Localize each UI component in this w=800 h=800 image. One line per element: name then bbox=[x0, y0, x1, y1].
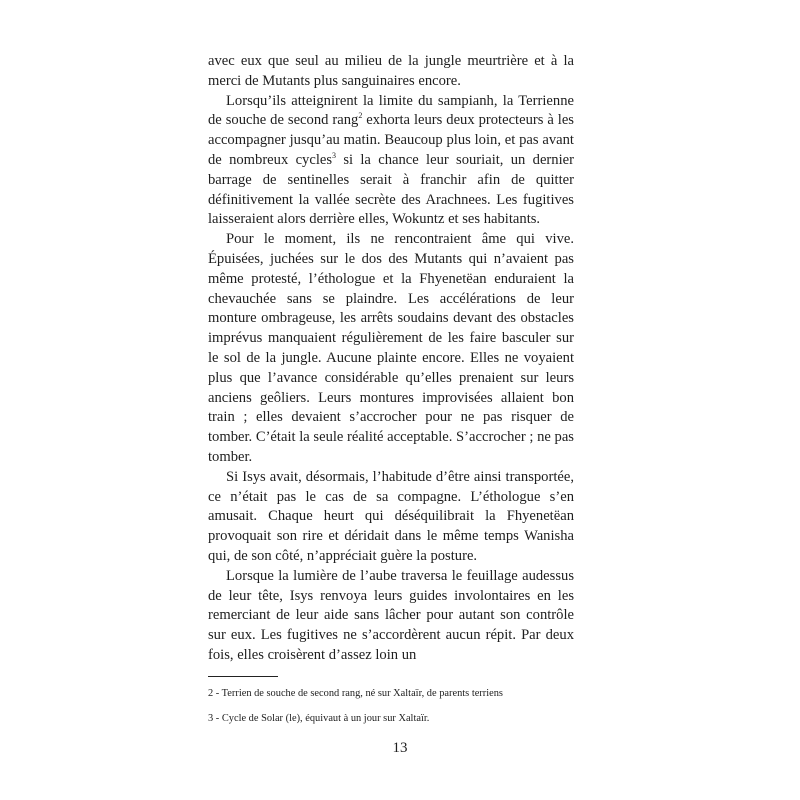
paragraph-5: Lorsque la lumière de l’aube traversa le feuillage audessus de leur tête, Isys renvoya leurs guides involontaires en les remerciant de leur aide sans lâcher pour autant son contrôle sur eux. Les fugitives ne s’accordèrent aucun répit. Par deux fois, elles croisèrent d’assez loin un bbox=[208, 567, 574, 663]
footnote-divider bbox=[208, 676, 278, 677]
paragraph-2 bbox=[208, 92, 574, 231]
paragraph-2-part-2: exhorta leurs deux protecteurs à les accompagner jusqu’au matin. Beaucoup plus loin, et pas avant de nombreux cycles bbox=[208, 112, 574, 168]
paragraph-2-part-1: Lorsqu’ils atteignirent la limite du sampianh, la Terrienne de souche de second rang bbox=[208, 92, 574, 129]
body-text bbox=[208, 52, 574, 666]
footnote-ref-2: 2 bbox=[358, 111, 363, 121]
paragraph-1: avec eux que seul au milieu de la jungle meurtrière et à la merci de Mutants plus sanguinaires encore. bbox=[208, 53, 574, 89]
paragraph-2-part-3: si la chance leur souriait, un dernier barrage de sentinelles serait à franchir afin de quitter définitivement la vallée secrète des Arachnees. Les fugitives laisseraient alors derrière elles, Wokuntz et ses habitants. bbox=[208, 151, 574, 228]
page-number: 13 bbox=[392, 740, 408, 756]
footnote-3: 3 - Cycle de Solar (le), équivaut à un jour sur Xaltaïr. bbox=[208, 712, 430, 724]
paragraph-3: Pour le moment, ils ne rencontraient âme qui vive. Épuisées, juchées sur le dos des Mutants qui n’avaient pas même protesté, l’éthologue et la Fhyenetëan enduraient la chevauchée sans se plaindre. Les accélérations de leur monture ombrageuse, les arrêts soudains devant des obstacles imprévus manquaient régulièrement de les faire basculer sur le sol de la jungle. Aucune plainte encore. Elles ne voyaient plus que l’avance considérable qu’elles prenaient sur leurs anciens geôliers. Leurs montures improvisées allaient bon train ; elles devaient s’accrocher pour ne pas risquer de tomber. C’était la seule réalité acceptable. S’accrocher ; ne pas tomber. bbox=[208, 231, 574, 465]
footnote-2: 2 - Terrien de souche de second rang, né sur Xaltaïr, de parents terriens bbox=[208, 687, 503, 699]
footnote-ref-3: 3 bbox=[332, 150, 337, 160]
paragraph-4: Si Isys avait, désormais, l’habitude d’être ainsi transportée, ce n’était pas le cas de sa compagne. L’éthologue s’en amusait. Chaque heurt qui déséquilibrait la Fhyenetëan provoquait son rire et déridait dans le même temps Wanisha qui, de son côté, n’appréciait guère la posture. bbox=[208, 468, 574, 564]
book-page bbox=[208, 52, 574, 737]
